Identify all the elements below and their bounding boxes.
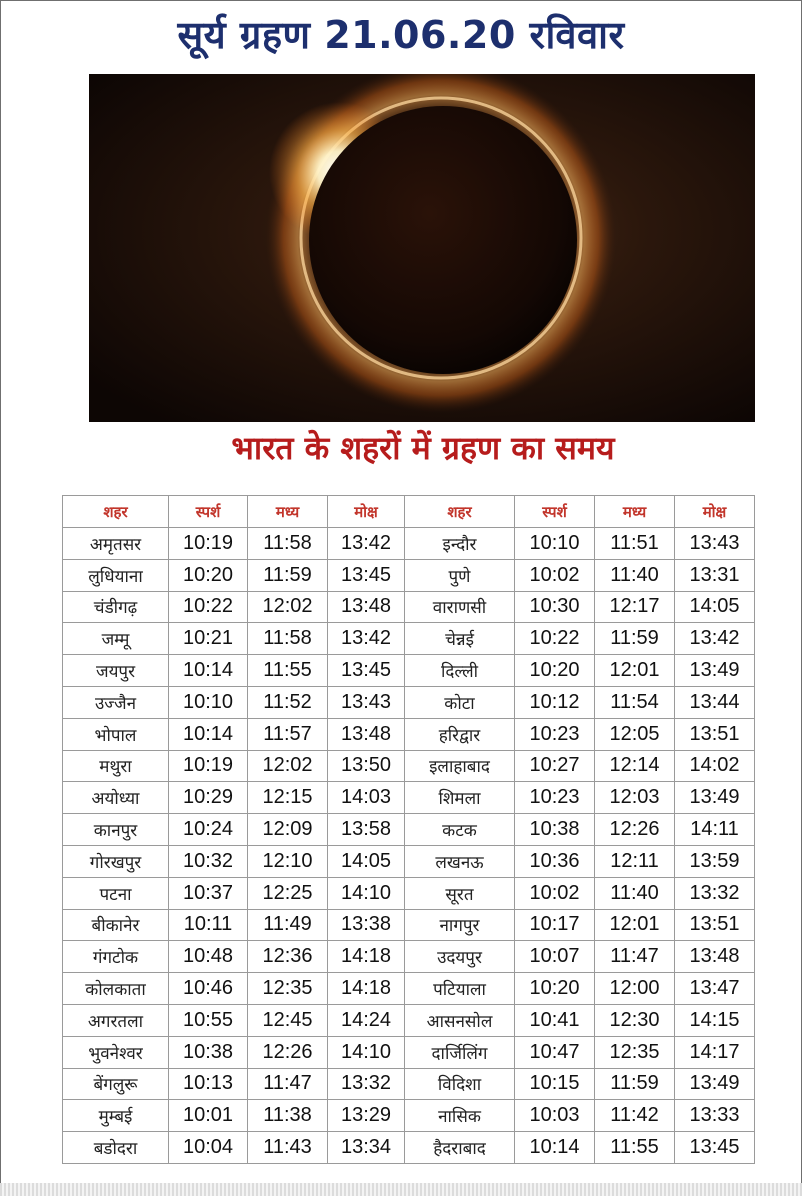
cell-first-contact: 10:01 — [169, 1100, 248, 1132]
cell-last-contact: 13:42 — [328, 528, 405, 560]
cell-city: उदयपुर — [405, 941, 515, 973]
cell-maximum: 11:42 — [595, 1100, 675, 1132]
table-row — [63, 686, 755, 718]
cell-first-contact: 10:12 — [515, 686, 595, 718]
cell-last-contact: 14:24 — [328, 1004, 405, 1036]
cell-first-contact: 10:14 — [169, 655, 248, 687]
cell-last-contact: 13:51 — [675, 909, 755, 941]
cell-city: जयपुर — [63, 655, 169, 687]
cell-first-contact: 10:03 — [515, 1100, 595, 1132]
cell-first-contact: 10:38 — [169, 1036, 248, 1068]
cell-last-contact: 13:49 — [675, 782, 755, 814]
column-header-last-contact: मोक्ष — [328, 496, 405, 528]
cell-city: कानपुर — [63, 814, 169, 846]
cell-last-contact: 13:34 — [328, 1132, 405, 1164]
table-row — [63, 782, 755, 814]
column-header-city: शहर — [405, 496, 515, 528]
cell-last-contact: 14:05 — [328, 845, 405, 877]
cell-first-contact: 10:30 — [515, 591, 595, 623]
cell-last-contact: 14:11 — [675, 814, 755, 846]
cell-first-contact: 10:37 — [169, 877, 248, 909]
cell-city: मथुरा — [63, 750, 169, 782]
cell-maximum: 12:35 — [248, 973, 328, 1005]
cell-last-contact: 14:10 — [328, 1036, 405, 1068]
cell-maximum: 11:43 — [248, 1132, 328, 1164]
cell-last-contact: 13:42 — [328, 623, 405, 655]
cell-last-contact: 13:45 — [328, 559, 405, 591]
cell-maximum: 12:05 — [595, 718, 675, 750]
table-row — [63, 1036, 755, 1068]
cell-last-contact: 13:59 — [675, 845, 755, 877]
cell-maximum: 11:59 — [595, 1068, 675, 1100]
table-row — [63, 528, 755, 560]
cell-maximum: 11:47 — [595, 941, 675, 973]
table-row — [63, 1100, 755, 1132]
cell-last-contact: 14:02 — [675, 750, 755, 782]
cell-last-contact: 13:49 — [675, 1068, 755, 1100]
table-row — [63, 941, 755, 973]
cell-maximum: 11:49 — [248, 909, 328, 941]
cell-maximum: 11:55 — [248, 655, 328, 687]
cell-city: अयोध्या — [63, 782, 169, 814]
cell-city: कटक — [405, 814, 515, 846]
cell-city: मुम्बई — [63, 1100, 169, 1132]
solar-eclipse-image — [89, 74, 755, 422]
cell-city: इलाहाबाद — [405, 750, 515, 782]
cell-maximum: 12:26 — [248, 1036, 328, 1068]
cell-city: भुवनेश्वर — [63, 1036, 169, 1068]
cell-first-contact: 10:13 — [169, 1068, 248, 1100]
cell-city: गंगटोक — [63, 941, 169, 973]
bottom-edge — [0, 1183, 802, 1196]
cell-city: वाराणसी — [405, 591, 515, 623]
cell-maximum: 11:51 — [595, 528, 675, 560]
table-row — [63, 973, 755, 1005]
cell-maximum: 12:25 — [248, 877, 328, 909]
cell-city: आसनसोल — [405, 1004, 515, 1036]
cell-first-contact: 10:17 — [515, 909, 595, 941]
cell-maximum: 11:59 — [595, 623, 675, 655]
cell-maximum: 11:52 — [248, 686, 328, 718]
cell-last-contact: 13:29 — [328, 1100, 405, 1132]
cell-last-contact: 13:32 — [675, 877, 755, 909]
cell-city: दिल्ली — [405, 655, 515, 687]
cell-last-contact: 13:51 — [675, 718, 755, 750]
cell-last-contact: 13:43 — [328, 686, 405, 718]
table-row — [63, 814, 755, 846]
cell-maximum: 12:15 — [248, 782, 328, 814]
cell-maximum: 12:01 — [595, 909, 675, 941]
cell-city: बीकानेर — [63, 909, 169, 941]
eclipse-timing-table — [62, 495, 755, 1164]
cell-first-contact: 10:27 — [515, 750, 595, 782]
cell-last-contact: 14:05 — [675, 591, 755, 623]
cell-city: चंडीगढ़ — [63, 591, 169, 623]
cell-last-contact: 13:38 — [328, 909, 405, 941]
cell-last-contact: 13:43 — [675, 528, 755, 560]
cell-first-contact: 10:14 — [169, 718, 248, 750]
cell-first-contact: 10:02 — [515, 559, 595, 591]
cell-first-contact: 10:21 — [169, 623, 248, 655]
column-header-last-contact: मोक्ष — [675, 496, 755, 528]
cell-first-contact: 10:14 — [515, 1132, 595, 1164]
cell-city: भोपाल — [63, 718, 169, 750]
cell-city: कोटा — [405, 686, 515, 718]
column-header-first-contact: स्पर्श — [515, 496, 595, 528]
cell-first-contact: 10:38 — [515, 814, 595, 846]
cell-last-contact: 14:17 — [675, 1036, 755, 1068]
cell-city: पुणे — [405, 559, 515, 591]
cell-last-contact: 13:48 — [328, 718, 405, 750]
cell-maximum: 12:01 — [595, 655, 675, 687]
cell-first-contact: 10:20 — [515, 973, 595, 1005]
cell-maximum: 12:10 — [248, 845, 328, 877]
table-row — [63, 845, 755, 877]
cell-maximum: 12:30 — [595, 1004, 675, 1036]
cell-city: नागपुर — [405, 909, 515, 941]
cell-city: हरिद्वार — [405, 718, 515, 750]
header-row — [63, 496, 755, 528]
cell-first-contact: 10:22 — [169, 591, 248, 623]
column-header-maximum: मध्य — [595, 496, 675, 528]
cell-last-contact: 13:48 — [675, 941, 755, 973]
cell-city: उज्जैन — [63, 686, 169, 718]
section-heading: भारत के शहरों में ग्रहण का समय — [231, 429, 615, 467]
cell-city: बडोदरा — [63, 1132, 169, 1164]
cell-last-contact: 14:03 — [328, 782, 405, 814]
cell-first-contact: 10:07 — [515, 941, 595, 973]
cell-maximum: 11:54 — [595, 686, 675, 718]
cell-first-contact: 10:46 — [169, 973, 248, 1005]
cell-first-contact: 10:19 — [169, 750, 248, 782]
table-row — [63, 1068, 755, 1100]
cell-maximum: 12:17 — [595, 591, 675, 623]
cell-last-contact: 13:33 — [675, 1100, 755, 1132]
cell-maximum: 11:55 — [595, 1132, 675, 1164]
cell-city: पटियाला — [405, 973, 515, 1005]
cell-last-contact: 13:47 — [675, 973, 755, 1005]
cell-maximum: 12:09 — [248, 814, 328, 846]
cell-maximum: 11:47 — [248, 1068, 328, 1100]
cell-city: बेंगलुरू — [63, 1068, 169, 1100]
cell-maximum: 11:40 — [595, 559, 675, 591]
cell-first-contact: 10:20 — [515, 655, 595, 687]
cell-city: हैदराबाद — [405, 1132, 515, 1164]
cell-first-contact: 10:55 — [169, 1004, 248, 1036]
cell-city: जम्मू — [63, 623, 169, 655]
cell-city: अमृतसर — [63, 528, 169, 560]
cell-last-contact: 13:31 — [675, 559, 755, 591]
cell-city: कोलकाता — [63, 973, 169, 1005]
cell-first-contact: 10:02 — [515, 877, 595, 909]
cell-maximum: 11:57 — [248, 718, 328, 750]
cell-last-contact: 13:45 — [675, 1132, 755, 1164]
cell-city: गोरखपुर — [63, 845, 169, 877]
cell-city: दार्जिलिंग — [405, 1036, 515, 1068]
table-body — [63, 528, 755, 1164]
cell-first-contact: 10:10 — [515, 528, 595, 560]
cell-maximum: 12:35 — [595, 1036, 675, 1068]
cell-last-contact: 13:50 — [328, 750, 405, 782]
cell-last-contact: 13:44 — [675, 686, 755, 718]
cell-last-contact: 14:15 — [675, 1004, 755, 1036]
table-header — [63, 496, 755, 528]
cell-maximum: 11:40 — [595, 877, 675, 909]
cell-first-contact: 10:15 — [515, 1068, 595, 1100]
cell-first-contact: 10:36 — [515, 845, 595, 877]
cell-city: नासिक — [405, 1100, 515, 1132]
cell-first-contact: 10:23 — [515, 718, 595, 750]
cell-city: चेन्नई — [405, 623, 515, 655]
cell-city: पटना — [63, 877, 169, 909]
eclipse-graphic — [89, 74, 755, 422]
cell-first-contact: 10:48 — [169, 941, 248, 973]
cell-first-contact: 10:20 — [169, 559, 248, 591]
cell-last-contact: 13:48 — [328, 591, 405, 623]
cell-first-contact: 10:47 — [515, 1036, 595, 1068]
table-row — [63, 1004, 755, 1036]
cell-maximum: 11:58 — [248, 528, 328, 560]
cell-maximum: 12:00 — [595, 973, 675, 1005]
cell-last-contact: 14:18 — [328, 941, 405, 973]
table-row — [63, 877, 755, 909]
cell-city: इन्दौर — [405, 528, 515, 560]
cell-maximum: 11:59 — [248, 559, 328, 591]
cell-last-contact: 13:42 — [675, 623, 755, 655]
cell-city: अगरतला — [63, 1004, 169, 1036]
table-row — [63, 909, 755, 941]
cell-maximum: 12:03 — [595, 782, 675, 814]
table-row — [63, 623, 755, 655]
cell-first-contact: 10:22 — [515, 623, 595, 655]
cell-city: शिमला — [405, 782, 515, 814]
cell-maximum: 12:11 — [595, 845, 675, 877]
cell-maximum: 12:26 — [595, 814, 675, 846]
cell-maximum: 11:58 — [248, 623, 328, 655]
cell-last-contact: 14:10 — [328, 877, 405, 909]
cell-first-contact: 10:41 — [515, 1004, 595, 1036]
cell-last-contact: 13:49 — [675, 655, 755, 687]
table-row — [63, 750, 755, 782]
column-header-first-contact: स्पर्श — [169, 496, 248, 528]
cell-last-contact: 14:18 — [328, 973, 405, 1005]
cell-city: लुधियाना — [63, 559, 169, 591]
cell-maximum: 12:02 — [248, 591, 328, 623]
cell-first-contact: 10:29 — [169, 782, 248, 814]
cell-first-contact: 10:23 — [515, 782, 595, 814]
cell-maximum: 12:45 — [248, 1004, 328, 1036]
cell-maximum: 12:14 — [595, 750, 675, 782]
cell-city: विदिशा — [405, 1068, 515, 1100]
cell-last-contact: 13:45 — [328, 655, 405, 687]
table-row — [63, 655, 755, 687]
cell-first-contact: 10:11 — [169, 909, 248, 941]
cell-last-contact: 13:58 — [328, 814, 405, 846]
cell-first-contact: 10:24 — [169, 814, 248, 846]
page-title: सूर्य ग्रहण 21.06.20 रविवार — [177, 13, 625, 57]
cell-city: सूरत — [405, 877, 515, 909]
column-header-maximum: मध्य — [248, 496, 328, 528]
table-row — [63, 718, 755, 750]
table-row — [63, 1132, 755, 1164]
cell-first-contact: 10:10 — [169, 686, 248, 718]
cell-maximum: 12:02 — [248, 750, 328, 782]
table-row — [63, 559, 755, 591]
cell-maximum: 11:38 — [248, 1100, 328, 1132]
cell-last-contact: 13:32 — [328, 1068, 405, 1100]
cell-city: लखनऊ — [405, 845, 515, 877]
table-row — [63, 591, 755, 623]
cell-first-contact: 10:19 — [169, 528, 248, 560]
cell-first-contact: 10:04 — [169, 1132, 248, 1164]
column-header-city: शहर — [63, 496, 169, 528]
cell-maximum: 12:36 — [248, 941, 328, 973]
cell-first-contact: 10:32 — [169, 845, 248, 877]
